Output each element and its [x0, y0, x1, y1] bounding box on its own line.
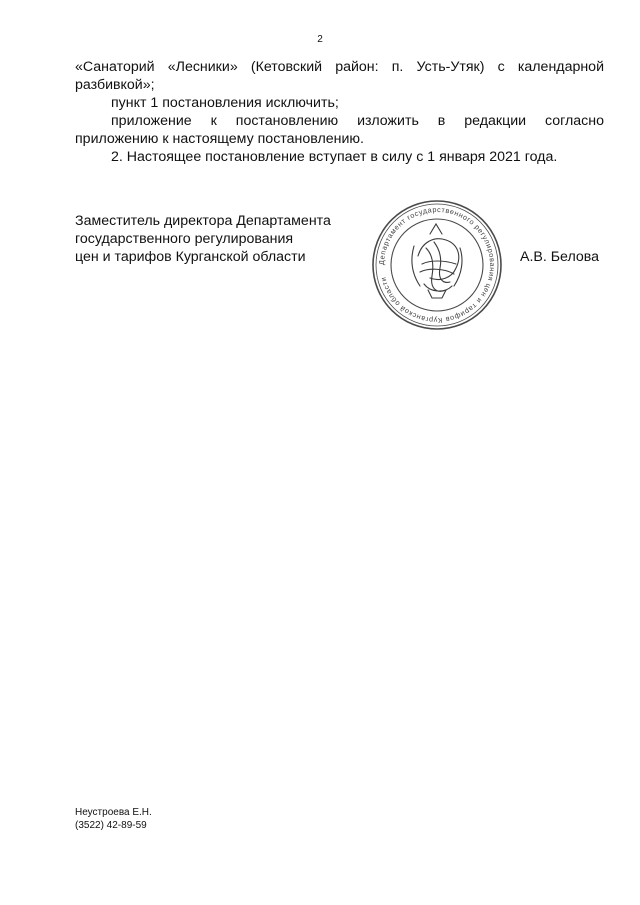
svg-text:Департамент государственного р	[377, 205, 497, 325]
page-number: 2	[317, 34, 323, 45]
paragraph-4: 2. Настоящее постановление вступает в силу с 1 января 2021 года.	[111, 149, 558, 165]
paragraph-1-line-1: «Санаторий «Лесники» (Кетовский район: п. Усть-Утяк) с календарной	[75, 59, 604, 75]
stamp-text: Департамент государственного регулирования цен и тарифов Курганской области	[376, 204, 498, 326]
signature-title-line-1: Заместитель директора Департамента	[75, 213, 331, 229]
stamp-seal-icon	[370, 198, 504, 332]
signature-title	[75, 212, 331, 266]
signature-title-line-3: цен и тарифов Курганской области	[75, 249, 306, 265]
author-name: Неустроева Е.Н.	[75, 807, 152, 818]
paragraph-2: пункт 1 постановления исключить;	[111, 95, 339, 111]
paragraph-3-line-2: приложению к настоящему постановлению.	[75, 131, 364, 147]
paragraph-1-line-2: разбивкой»;	[75, 77, 155, 93]
official-stamp	[370, 198, 504, 332]
author-contact	[75, 807, 152, 832]
paragraph-3-line-1: приложение к постановлению изложить в редакции согласно	[111, 113, 604, 129]
signature-title-line-2: государственного регулирования	[75, 231, 294, 247]
author-phone: (3522) 42-89-59	[75, 819, 147, 831]
signature-name: А.В. Белова	[520, 249, 600, 265]
